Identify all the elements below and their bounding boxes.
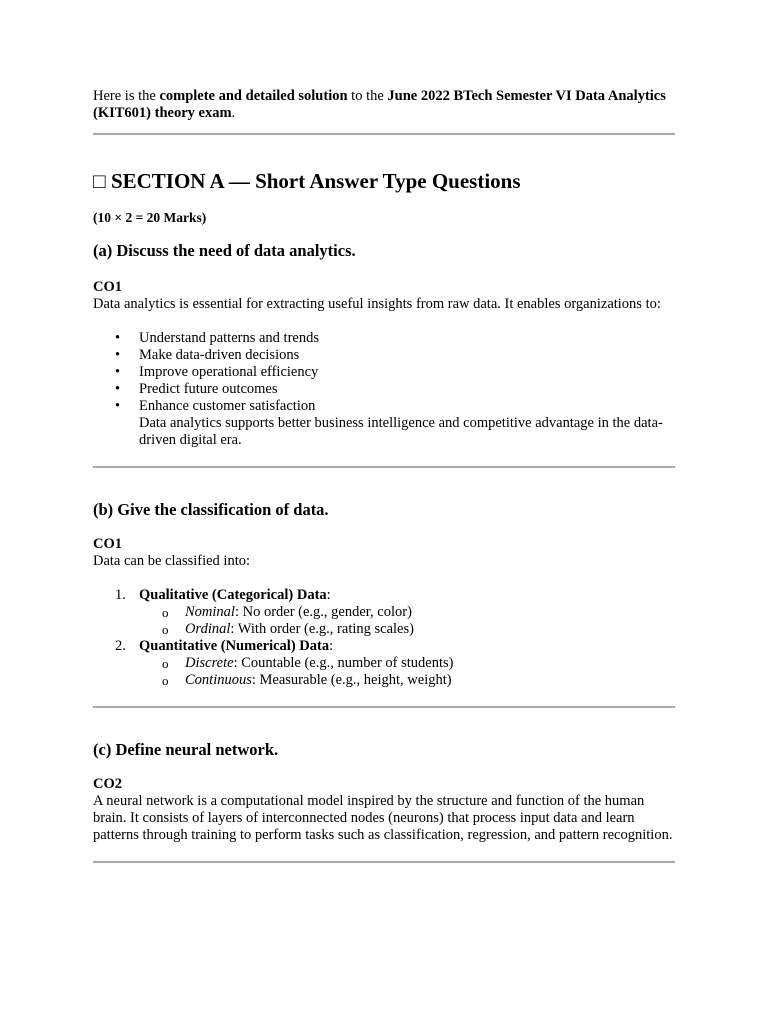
divider [93, 706, 675, 708]
intro-text-3: . [231, 105, 236, 121]
sub-term: Nominal [185, 604, 235, 620]
sub-desc: : Countable (e.g., number of students) [233, 655, 454, 671]
list-item: 2. Quantitative (Numerical) Data: o Discrete: Countable (e.g., number of students) o Continuous: Measurable (e.g., height, weight) [93, 638, 675, 689]
intro-bold-1: complete and detailed solution [159, 88, 348, 104]
intro-text-2: to the [347, 88, 388, 104]
question-a-text: Data analytics is essential for extracting useful insights from raw data. It enables organizations to: [93, 296, 661, 312]
divider [93, 466, 675, 468]
divider [93, 861, 675, 863]
group-label: Quantitative (Numerical) Data [139, 638, 330, 654]
question-b-list [93, 587, 675, 689]
sub-list-item [93, 672, 675, 689]
question-a-co: CO1 [93, 279, 122, 295]
sub-list-item [93, 621, 675, 638]
list-item: • Make data-driven decisions [93, 347, 675, 364]
sub-desc: : With order (e.g., rating scales) [230, 621, 414, 637]
sub-term: Discrete [185, 655, 234, 671]
sub-desc: : No order (e.g., gender, color) [234, 604, 412, 620]
list-item [93, 398, 675, 449]
list-item: • Understand patterns and trends [93, 330, 675, 347]
question-c-co: CO2 [93, 776, 122, 792]
section-title: SECTION A — Short Answer Type Questions [110, 169, 521, 193]
list-number: 2. [115, 638, 126, 654]
sub-term: Ordinal [185, 621, 231, 637]
list-item: • Improve operational efficiency [93, 364, 675, 381]
question-c-text: A neural network is a computational model inspired by the structure and function of the human brain. It consists of layers of interconnected nodes (neurons) that process input data and learn patterns through training to perform tasks such as classification, regression, and pattern recognition. [93, 793, 673, 843]
list-item: • Predict future outcomes [93, 381, 675, 398]
intro-text: Here is the [93, 88, 160, 104]
list-item: 1. Qualitative (Categorical) Data: o Nominal: No order (e.g., gender, color) o Ordinal: With order (e.g., rating scales) [93, 587, 675, 638]
sub-list-item [93, 655, 675, 672]
sub-desc: : Measurable (e.g., height, weight) [251, 672, 452, 688]
document-page [93, 88, 675, 863]
question-c-title: (c) Define neural network. [93, 740, 279, 759]
intro-bold-2: June 2022 BTech Semester VI Data Analytics (KIT601) theory exam [93, 88, 666, 121]
question-b-title: (b) Give the classification of data. [93, 500, 329, 519]
question-a-list [93, 330, 675, 449]
section-marks: (10 × 2 = 20 Marks) [93, 210, 207, 225]
section-heading [93, 168, 675, 194]
sub-list [139, 655, 675, 689]
divider [93, 133, 675, 135]
question-a-closing: Data analytics supports better business intelligence and competitive advantage in the data-driven digital era. [139, 415, 663, 448]
list-item-text: Enhance customer satisfaction [139, 398, 316, 414]
sub-list-item [93, 604, 675, 621]
question-b-co: CO1 [93, 536, 122, 552]
sub-list [139, 604, 675, 638]
missing-glyph-icon: □ [93, 169, 106, 193]
intro-paragraph [93, 88, 675, 122]
sub-term: Continuous [185, 672, 252, 688]
group-label: Qualitative (Categorical) Data [139, 587, 327, 603]
question-a-title: (a) Discuss the need of data analytics. [93, 241, 356, 260]
list-number: 1. [115, 587, 126, 603]
question-b-text: Data can be classified into: [93, 553, 251, 569]
